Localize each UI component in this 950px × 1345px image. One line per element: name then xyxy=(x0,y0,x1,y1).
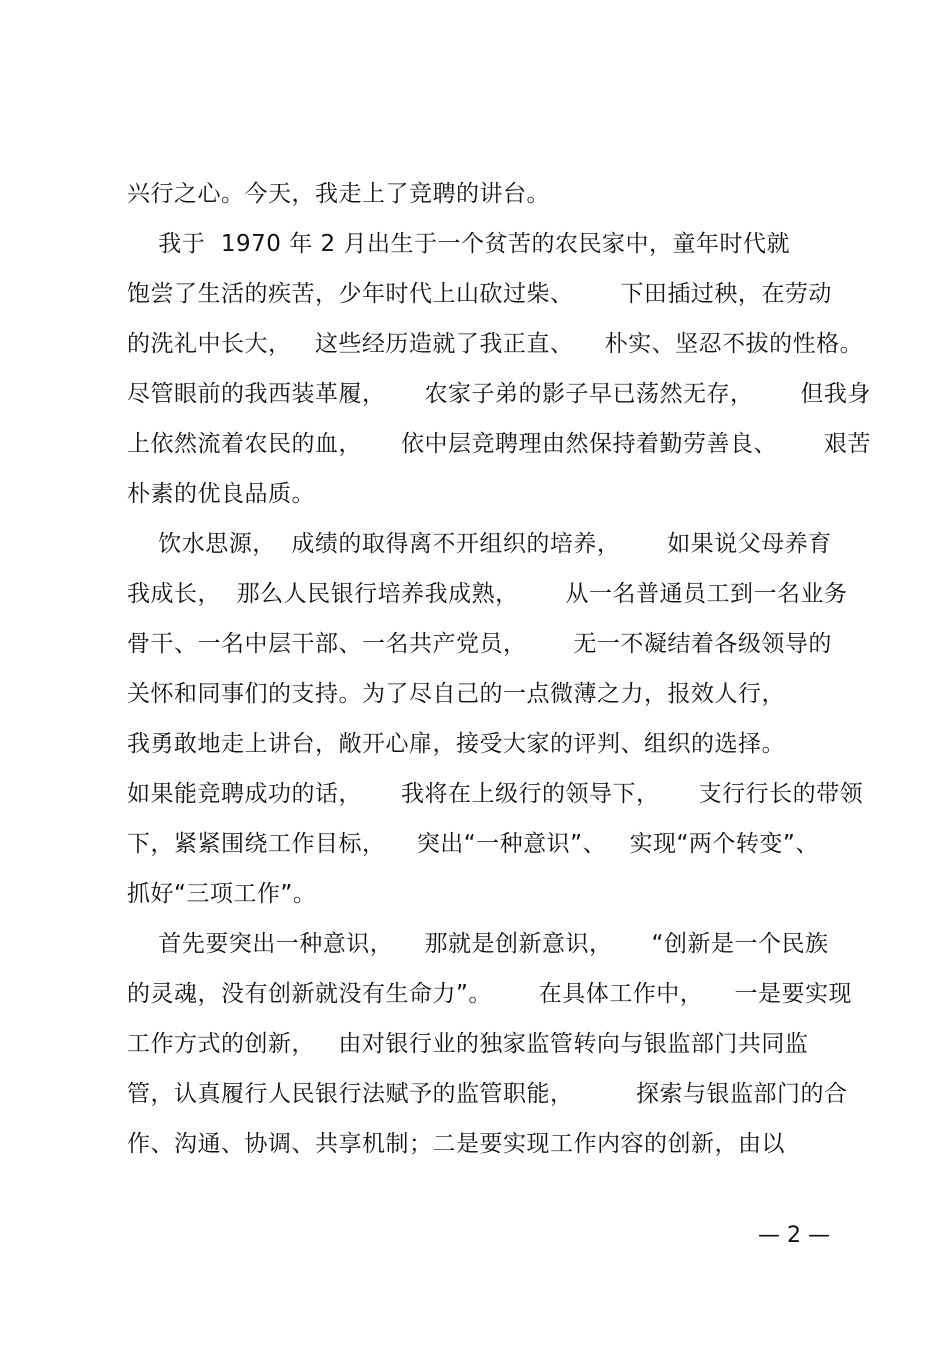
text-line: 的灵魂，没有创新就没有生命力”。 在具体工作中， 一是要实现 xyxy=(127,981,853,1007)
text-line: 如果能竞聘成功的话， 我将在上级行的领导下， 支行行长的带领 xyxy=(127,781,864,807)
text-line: 兴行之心。今天，我走上了竞聘的讲台。 xyxy=(127,181,550,207)
text-line: 骨干、一名中层干部、一名共产党员， 无一不凝结着各级领导的 xyxy=(127,631,832,657)
text-line: 管，认真履行人民银行法赋予的监管职能， 探索与银监部门的合 xyxy=(127,1081,848,1107)
text-line: 抓好“三项工作”。 xyxy=(127,881,317,907)
text-line: 朴素的优良品质。 xyxy=(127,481,315,507)
text-line: 饮水思源， 成绩的取得离不开组织的培养， 如果说父母养育 xyxy=(127,531,832,557)
text-line: 首先要突出一种意识， 那就是创新意识， “创新是一个民族 xyxy=(127,931,829,957)
text-line: 作、沟通、协调、共享机制；二是要实现工作内容的创新，由以 xyxy=(127,1131,785,1157)
text-line: 我勇敢地走上讲台，敞开心扉，接受大家的评判、组织的选择。 xyxy=(127,731,785,757)
text-line: 工作方式的创新， 由对银行业的独家监管转向与银监部门共同监 xyxy=(127,1031,809,1057)
text-line: 下，紧紧围绕工作目标， 突出“一种意识”、 实现“两个转变”、 xyxy=(127,831,819,857)
text-line: 尽管眼前的我西装革履， 农家子弟的影子早已荡然无存， 但我身 xyxy=(127,381,871,407)
text-line: 饱尝了生活的疾苦，少年时代上山砍过柴、 下田插过秧，在劳动 xyxy=(127,281,832,307)
text-line: 关怀和同事们的支持。为了尽自己的一点微薄之力，报效人行， xyxy=(127,681,785,707)
text-line: 我成长， 那么人民银行培养我成熟， 从一名普通员工到一名业务 xyxy=(127,581,848,607)
text-line: 上依然流着农民的血， 依中层竞聘理由然保持着勤劳善良、 艰苦 xyxy=(127,431,871,457)
text-line: 的洗礼中长大， 这些经历造就了我正直、 朴实、坚忍不拔的性格。 xyxy=(127,331,864,357)
text-line: 我于 1970 年 2 月出生于一个贫苦的农民家中，童年时代就 xyxy=(127,231,790,257)
page-number: — 2 — xyxy=(758,1223,830,1248)
